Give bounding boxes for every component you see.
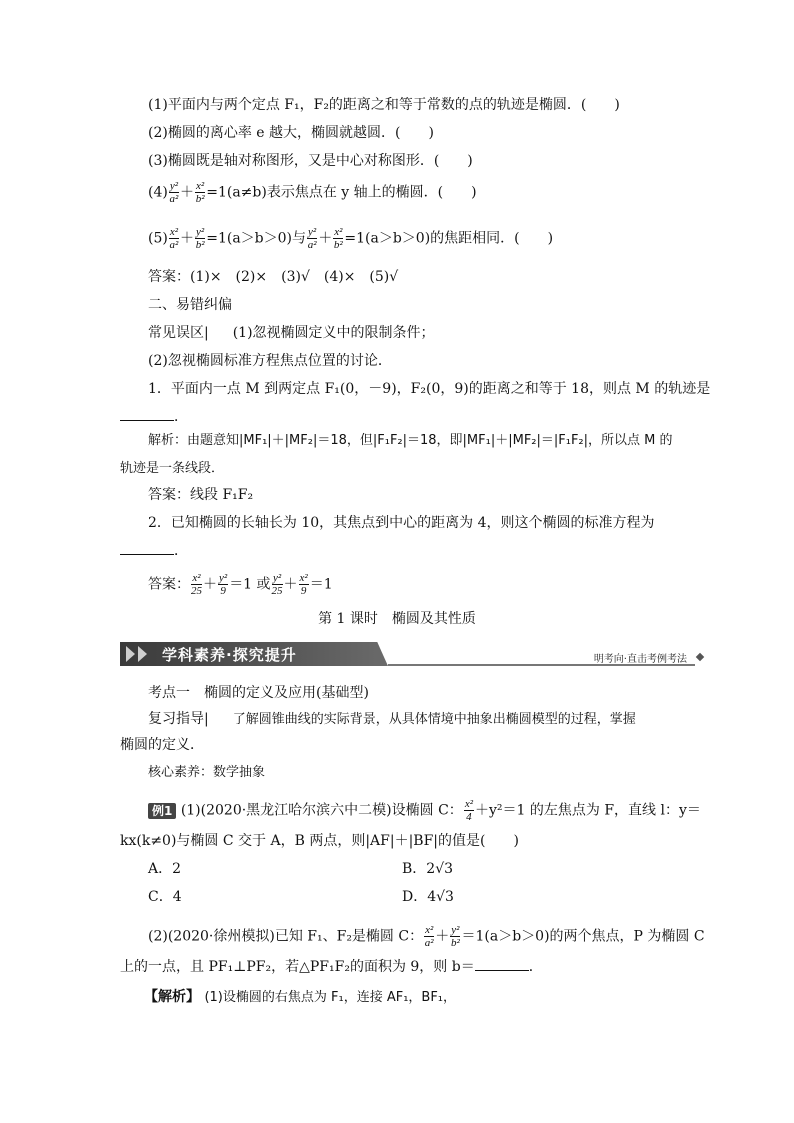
- statement-4-suffix: =1(a≠b)表示焦点在 y 轴上的椭圆．( ): [206, 184, 477, 201]
- question-2-blank-line: ．: [120, 542, 188, 560]
- banner-title: 学科素养·探究提升: [162, 646, 297, 664]
- fraction-y2-b2-c: $\frac{\text{y²}}{\text{b²}}$: [450, 924, 460, 949]
- fraction-y2-a2: $\frac{\text{y²}}{\text{a²}}$: [169, 180, 179, 205]
- question-2: 2．已知椭圆的长轴长为 10，其焦点到中心的距离为 4，则这个椭圆的标准方程为: [148, 515, 655, 531]
- option-c: C．4: [148, 889, 182, 905]
- question-1-analysis-2: 轨迹是一条线段．: [120, 461, 225, 476]
- statement-5-suffix: =1(a＞b＞0)的焦距相同．( ): [344, 230, 554, 247]
- common-error-1: (1)忽视椭圆定义中的限制条件；: [232, 325, 435, 341]
- review-guide-2: 椭圆的定义．: [120, 737, 204, 753]
- fraction-x2-b2-b: $\frac{\text{x²}}{\text{b²}}$: [333, 226, 343, 251]
- solution-text: (1)设椭圆的右焦点为 F₁，连接 AF₁，BF₁，: [204, 990, 457, 1005]
- solution-label: 【解析】: [144, 989, 200, 1005]
- core-literacy: 核心素养：数学抽象: [148, 765, 266, 780]
- example-badge: 例1: [148, 803, 176, 819]
- fraction-y2-9: $\frac{\text{y²}}{9}$: [219, 572, 228, 597]
- section-banner: [120, 640, 705, 668]
- answers-1: 答案：(1)× (2)× (3)√ (4)× (5)√: [148, 269, 399, 285]
- fraction-x2-b2: $\frac{\text{x²}}{\text{b²}}$: [195, 180, 205, 205]
- option-d: D．4√3: [402, 889, 454, 905]
- fraction-y2-a2-b: $\frac{\text{y²}}{\text{a²}}$: [307, 226, 317, 251]
- common-error-label: 常见误区|: [148, 325, 209, 341]
- fraction-x2-25: $\frac{\text{x²}}{25}$: [191, 572, 202, 597]
- example-1-part-2: (2)(2020·徐州模拟)已知 F₁、F₂是椭圆 C： $\frac{\text{x²}}{\text{a²}}$ ＋ $\frac{\text{y²}}{\text{b²}}$ ＝1(a＞b＞0)的两个焦点，P 为椭圆 C: [148, 924, 705, 949]
- example-1-line-2: kx(k≠0)与椭圆 C 交于 A，B 两点，则|AF|＋|BF|的值是( ): [120, 833, 519, 849]
- kaodian-title: 考点一 椭圆的定义及应用(基础型): [148, 685, 369, 701]
- statement-4-prefix: (4): [148, 184, 168, 201]
- fraction-x2-4: $\frac{\text{x²}}{4}$: [464, 798, 473, 823]
- option-b: B．2√3: [402, 861, 454, 877]
- chevron-right-icon: [138, 646, 147, 662]
- common-error-2: (2)忽视椭圆标准方程焦点位置的讨论．: [148, 353, 392, 369]
- statement-5: (5) $\frac{\text{x²}}{\text{a²}}$ ＋ $\frac{\text{y²}}{\text{b²}}$ =1(a＞b＞0)与 $\frac{\text{y²}}{\text{a²}}$ ＋ $\frac{\text{x²}}{\text{b²}}$ =1(a＞b＞0)的焦距相同．( ): [148, 226, 554, 251]
- question-2-answer: 答案： $\frac{\text{x²}}{25}$ ＋ $\frac{\text{y²}}{9}$ ＝1 或 $\frac{\text{y²}}{25}$ ＋ $\frac{\text{x²}}{9}$ ＝1: [148, 572, 333, 597]
- statement-1: (1)平面内与两个定点 F₁，F₂的距离之和等于常数的点的轨迹是椭圆．( ): [148, 97, 620, 113]
- common-error-line: [148, 324, 435, 342]
- statement-5-mid: =1(a＞b＞0)与: [206, 230, 306, 247]
- fraction-x2-a2-c: $\frac{\text{x²}}{\text{a²}}$: [424, 924, 434, 949]
- section-2-heading: 二、易错纠偏: [148, 297, 232, 313]
- question-1-blank-line: ．: [120, 408, 188, 426]
- statement-5-prefix: (5): [148, 230, 168, 247]
- answer-blank: [120, 542, 174, 555]
- question-1: 1．平面内一点 M 到两定点 F₁(0，－9)，F₂(0，9)的距离之和等于 18，则点 M 的轨迹是: [148, 381, 711, 397]
- question-1-answer: 答案：线段 F₁F₂: [148, 487, 254, 503]
- answer-blank: [475, 958, 529, 971]
- lesson-title: 第 1 课时 椭圆及其性质: [318, 611, 476, 627]
- review-guide: 复习指导| 了解圆锥曲线的实际背景，从具体情境中抽象出椭圆模型的过程，掌握: [148, 711, 636, 727]
- example-1-line-1: 例1 (1)(2020·黑龙江哈尔滨六中二模)设椭圆 C： $\frac{\text{x²}}{4}$ ＋y²＝1 的左焦点为 F，直线 l：y＝: [148, 798, 701, 823]
- example-1-part-2-line-2: 上的一点，且 PF₁⊥PF₂，若△PF₁F₂的面积为 9，则 b＝ ．: [120, 959, 543, 975]
- fraction-x2-9: $\frac{\text{x²}}{9}$: [299, 572, 308, 597]
- fraction-y2-b2: $\frac{\text{y²}}{\text{b²}}$: [195, 226, 205, 251]
- fraction-y2-25: $\frac{\text{y²}}{25}$: [271, 572, 283, 597]
- question-1-analysis: 解析：由题意知|MF₁|＋|MF₂|＝18，但|F₁F₂|＝18，即|MF₁|＋|MF₂|＝|F₁F₂|，所以点 M 的: [148, 433, 673, 448]
- solution-line: [144, 988, 456, 1007]
- fraction-x2-a2: $\frac{\text{x²}}{\text{a²}}$: [169, 226, 179, 251]
- answer-blank: [120, 408, 174, 421]
- statement-2: (2)椭圆的离心率 e 越大，椭圆就越圆．( ): [148, 125, 434, 141]
- statement-3: (3)椭圆既是轴对称图形，又是中心对称图形．( ): [148, 153, 473, 169]
- option-a: A．2: [148, 861, 182, 877]
- statement-4: (4) $\frac{\text{y²}}{\text{a²}}$ ＋ $\frac{\text{x²}}{\text{b²}}$ =1(a≠b)表示焦点在 y 轴上的椭圆．( ): [148, 180, 477, 205]
- banner-right-text: 明考向·直击考例考法: [593, 654, 687, 665]
- diamond-icon: [696, 653, 704, 661]
- chevron-right-icon: [126, 646, 135, 662]
